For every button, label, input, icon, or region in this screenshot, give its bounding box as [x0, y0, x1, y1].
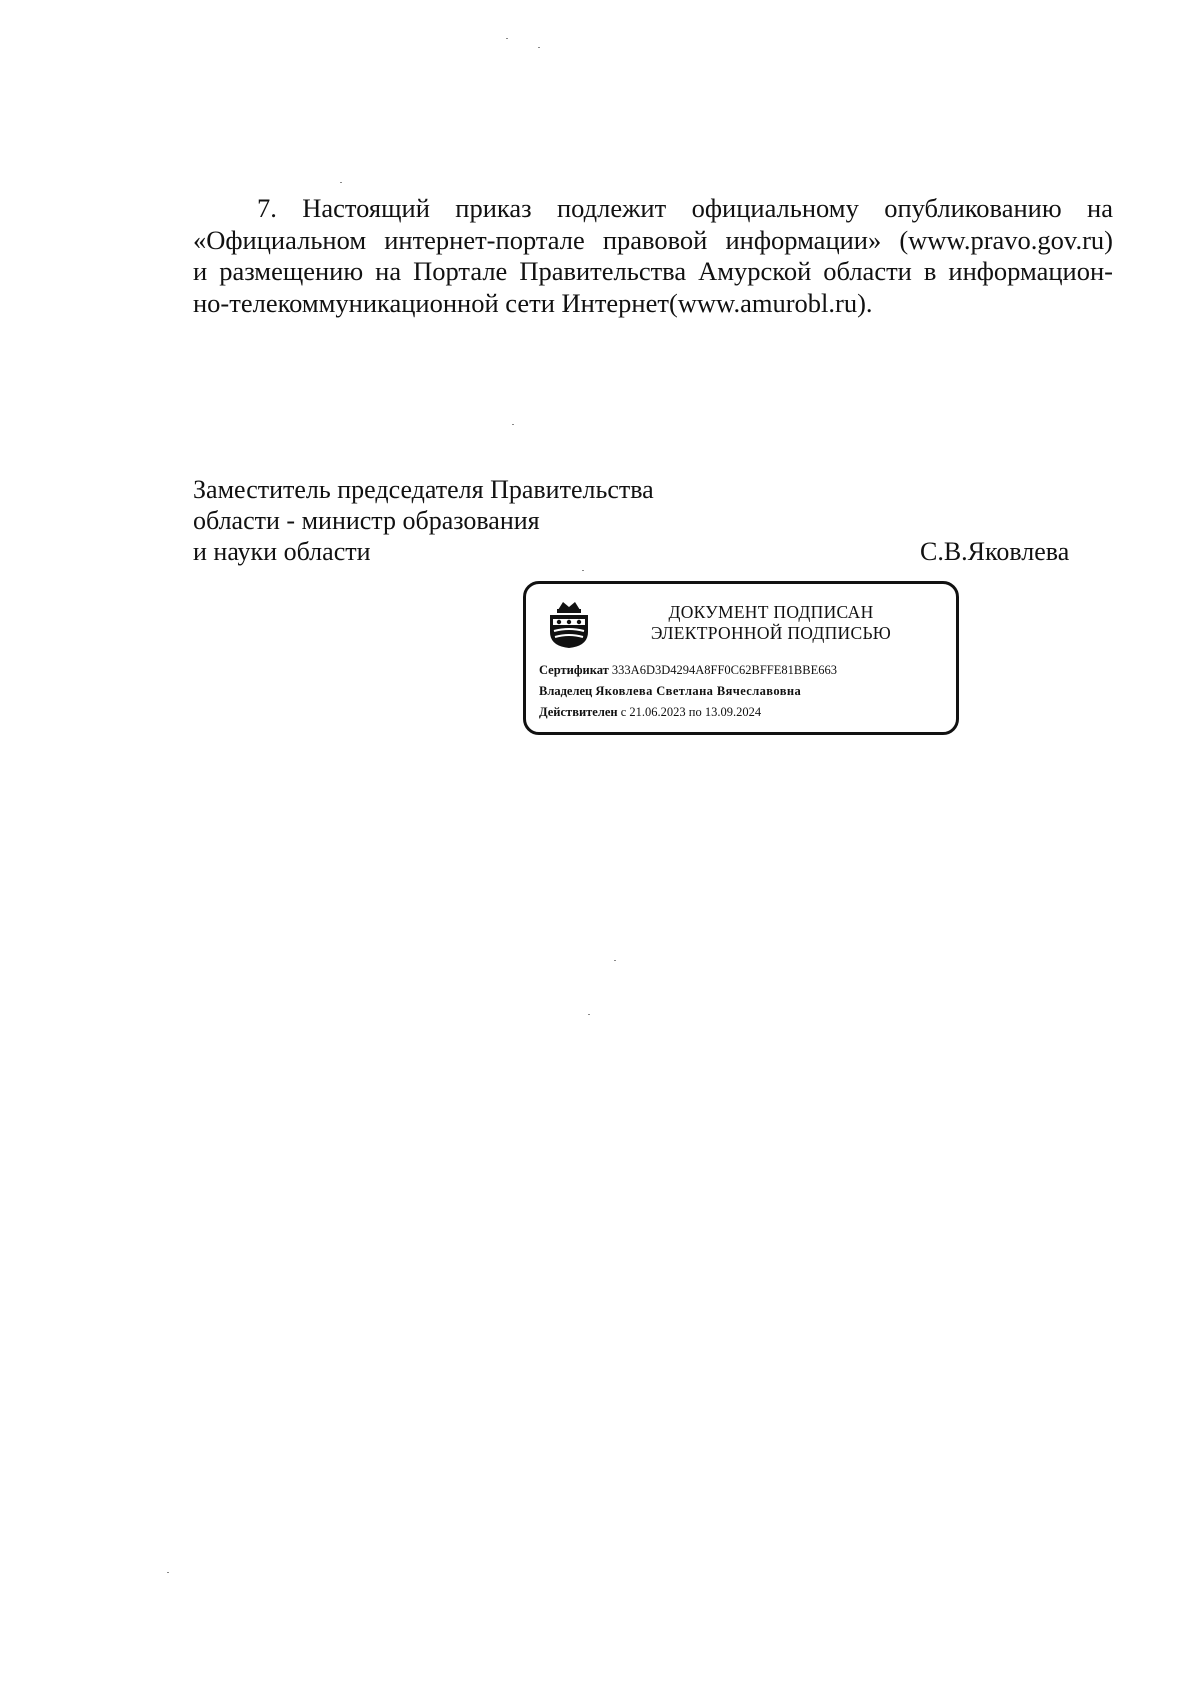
stamp-title-line: ДОКУМЕНТ ПОДПИСАН: [668, 602, 874, 622]
owner-value: Яковлева Светлана Вячеславовна: [595, 684, 802, 698]
scan-speck: [614, 960, 616, 961]
certificate-row: [539, 660, 837, 681]
stamp-title-line: ЭЛЕКТРОННОЙ ПОДПИСЬЮ: [650, 623, 892, 643]
valid-label: Действителен: [539, 705, 618, 719]
valid-to-date: 13.09.2024: [704, 705, 762, 719]
owner-row: [539, 681, 837, 702]
valid-from-date: 21.06.2023: [629, 705, 686, 719]
valid-from-word: с: [620, 705, 627, 719]
scan-speck: [588, 1014, 590, 1015]
scan-speck: [538, 47, 540, 48]
validity-row: [539, 702, 837, 723]
coat-of-arms-icon: [546, 598, 592, 650]
paragraph-line: но-телекоммуникационной сети Интернет(www.amurobl.ru).: [193, 287, 873, 318]
scan-speck: [167, 1572, 169, 1573]
signatory-position: [193, 474, 654, 567]
certificate-label: Сертификат: [539, 663, 609, 677]
scan-speck: [506, 38, 508, 39]
stamp-title: [616, 602, 926, 644]
paragraph-line: 7. Настоящий приказ подлежит официальному опубликованию на: [257, 193, 1113, 223]
position-line: области - министр образования: [193, 506, 540, 535]
publication-paragraph: [193, 193, 1113, 319]
signer-name: С.В.Яковлева: [920, 537, 1070, 566]
certificate-info: [539, 660, 837, 723]
valid-to-word: по: [688, 705, 702, 719]
scan-speck: [512, 424, 514, 425]
certificate-value: 333A6D3D4294A8FF0C62BFFE81BBE663: [611, 663, 837, 677]
scan-speck: [582, 570, 584, 571]
paragraph-line: «Официальном интернет-портале правовой информации» (www.pravo.gov.ru): [193, 224, 1113, 255]
position-line: Заместитель председателя Правительства: [193, 475, 654, 504]
owner-label: Владелец: [539, 684, 593, 698]
paragraph-line: и размещению на Портале Правительства Амурской области в информацион-: [193, 256, 1113, 286]
electronic-signature-stamp: [523, 581, 959, 735]
position-line: и науки области: [193, 537, 371, 566]
scan-speck: [340, 182, 342, 183]
